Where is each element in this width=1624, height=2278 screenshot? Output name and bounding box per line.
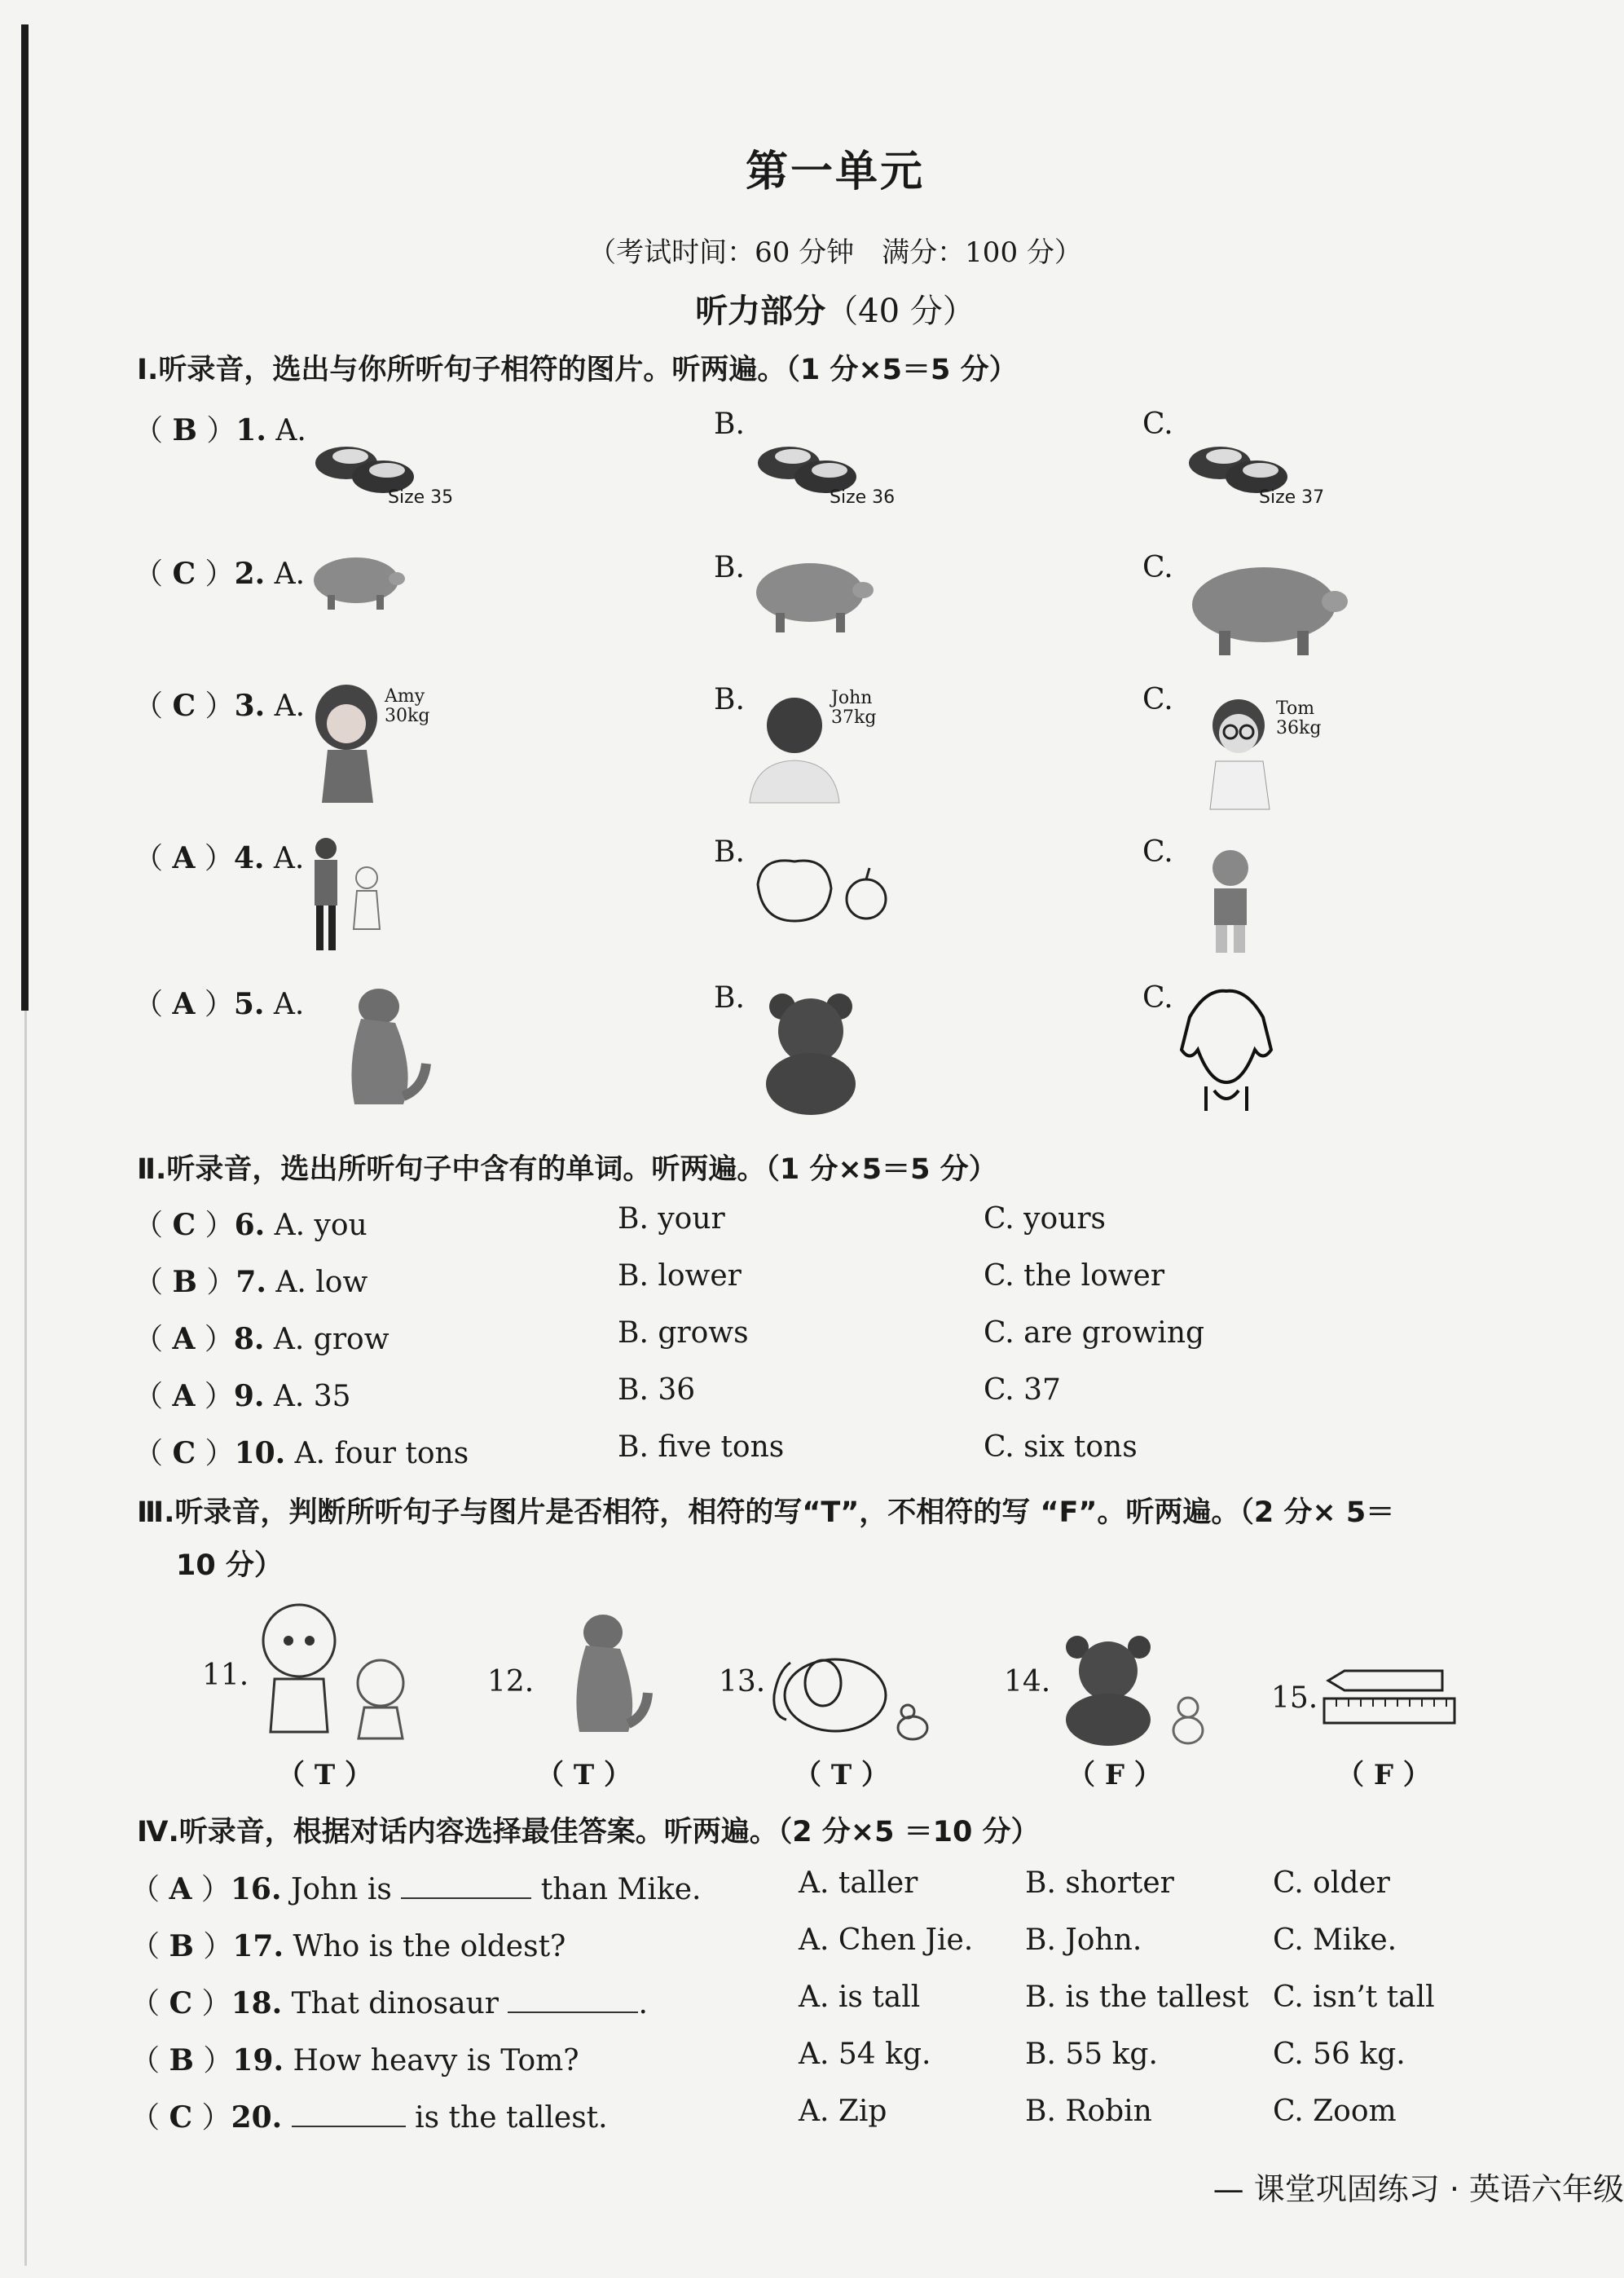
question-number: 20. [231, 2100, 283, 2135]
question-6: （ C ）6. A. you [134, 1208, 367, 1242]
option-a: A. low [275, 1266, 368, 1299]
shoe-size-label: Size 37 [1259, 487, 1325, 508]
answer: A [172, 1322, 196, 1356]
option-c-label: C. [1142, 683, 1173, 716]
option-a: A. is tall [799, 1981, 921, 2014]
answer: A [169, 1872, 192, 1906]
option-c: C. are growing [984, 1316, 1205, 1350]
answer: C [172, 1436, 196, 1470]
question-number: 1. [235, 413, 266, 447]
part-heading [0, 285, 1624, 332]
question-4: （ A ）4. A. [134, 841, 305, 875]
question-number: 4. [233, 841, 265, 875]
option-b: B. Robin [1025, 2095, 1152, 2128]
question-text: John is [290, 1873, 392, 1906]
dinosaur-image [322, 982, 428, 1121]
answer: A [172, 841, 196, 875]
question-number: 19. [232, 2043, 284, 2078]
option-c-label: C. [1142, 981, 1173, 1015]
question-3: （ C ）3. A. [134, 689, 306, 723]
option-c: C. isn’t tall [1273, 1981, 1435, 2014]
question-text: How heavy is Tom? [293, 2044, 579, 2078]
option-b-label: B. [714, 408, 745, 441]
answer: A [172, 987, 196, 1021]
question-16: （ A ）16. John is than Mike. [130, 1872, 702, 1906]
option-a: A. [275, 414, 306, 447]
option-a: A. four tons [294, 1437, 469, 1470]
question-number: 10. [234, 1436, 286, 1470]
option-b: B. 36 [618, 1373, 696, 1407]
option-c: C. six tons [984, 1430, 1138, 1464]
answer: C [172, 557, 196, 591]
option-c: C. 56 kg. [1273, 2038, 1406, 2071]
question-8: （ A ）8. A. grow [134, 1322, 389, 1356]
option-a: A. [274, 557, 306, 591]
question-1: （ B ）1. A. [134, 413, 306, 447]
option-a: A. 35 [273, 1380, 351, 1413]
answer: B [169, 2043, 194, 2078]
section1-heading: Ⅰ.听录音，选出与你所听句子相符的图片。听两遍。（1 分×5＝5 分） [137, 354, 1018, 386]
section3-heading: Ⅲ.听录音，判断所听句子与图片是否相符，相符的写“T”，不相符的写 “F”。听两遍。（2 分× 5＝ [137, 1496, 1395, 1529]
option-b: B. your [618, 1202, 725, 1236]
shoe-size-label: Size 36 [830, 487, 896, 508]
name-weight-label: John 37kg [831, 688, 877, 728]
answer-blank [508, 1987, 638, 2013]
name-weight-label: Tom 36kg [1276, 698, 1322, 738]
question-number: 9. [233, 1379, 265, 1413]
name-weight-label: Amy 30kg [385, 686, 430, 726]
option-b: B. grows [618, 1316, 749, 1350]
answer: C [172, 1208, 196, 1242]
section2-heading: Ⅱ.听录音，选出所听句子中含有的单词。听两遍。（1 分×5＝5 分） [137, 1153, 997, 1186]
item-13-answer: （ T ） [794, 1759, 889, 1791]
question-17: （ B ）17. Who is the oldest? [130, 1929, 566, 1963]
question-number: 17. [232, 1929, 284, 1963]
man-and-girl-image [303, 835, 393, 958]
pencil-and-ruler-image [1320, 1663, 1459, 1728]
option-b: B. lower [618, 1259, 742, 1293]
item-14-answer: （ F ） [1067, 1759, 1162, 1791]
elephant-and-mouse-image [766, 1638, 933, 1752]
option-c: C. 37 [984, 1373, 1061, 1407]
page-footer: — 课堂巩固练习 · 英语六年级 [1212, 2171, 1624, 2207]
option-a: A. taller [799, 1866, 918, 1900]
option-c: C. older [1273, 1866, 1390, 1900]
boy-tom-image [1198, 691, 1279, 809]
question-text: Who is the oldest? [293, 1930, 566, 1963]
question-number: 2. [234, 557, 266, 591]
item-13-number: 13. [719, 1665, 766, 1699]
question-number: 3. [234, 689, 266, 723]
pig-large-image [1178, 548, 1349, 662]
option-c: C. Mike. [1273, 1923, 1397, 1957]
answer: A [172, 1379, 196, 1413]
answer: B [172, 1265, 197, 1299]
boy-john-image [746, 689, 843, 803]
option-b: B. five tons [618, 1430, 785, 1464]
option-c-label: C. [1142, 835, 1173, 869]
teacher-and-girl-image [254, 1602, 417, 1744]
dinosaur-image [550, 1610, 648, 1744]
option-a: A. [273, 842, 305, 875]
answer: B [172, 413, 197, 447]
part-label: 听力部分 [695, 293, 826, 330]
binding-edge-light [24, 1011, 27, 2266]
question-number: 5. [233, 987, 265, 1021]
answer-blank [292, 2101, 406, 2127]
option-a: A. Chen Jie. [799, 1923, 974, 1957]
item-12-number: 12. [487, 1665, 535, 1699]
option-c: C. yours [984, 1202, 1107, 1236]
teddy-bear-image [754, 990, 868, 1113]
question-number: 8. [233, 1322, 265, 1356]
question-number: 18. [231, 1986, 283, 2020]
option-c-label: C. [1142, 408, 1173, 441]
question-18: （ C ）18. That dinosaur . [130, 1986, 648, 2020]
option-a: A. grow [273, 1323, 389, 1356]
answer-blank [401, 1873, 531, 1899]
option-b-label: B. [714, 981, 745, 1015]
pig-small-image [303, 548, 409, 613]
bear-and-chick-image [1059, 1634, 1210, 1748]
option-c: C. the lower [984, 1259, 1165, 1293]
option-b: B. John. [1025, 1923, 1142, 1957]
option-b-label: B. [714, 551, 745, 584]
option-b: B. 55 kg. [1025, 2038, 1158, 2071]
answer: C [169, 2100, 193, 2135]
question-19: （ B ）19. How heavy is Tom? [130, 2043, 579, 2078]
option-b: B. shorter [1025, 1866, 1174, 1900]
peach-and-apple-image [746, 852, 892, 929]
answer: C [169, 1986, 193, 2020]
option-a: A. [274, 690, 306, 723]
page-title: 第一单元 [745, 148, 925, 196]
question-text-end: . [638, 1987, 648, 2020]
question-2: （ C ）2. A. [134, 557, 306, 591]
question-number: 6. [234, 1208, 266, 1242]
question-text: That dinosaur [291, 1987, 499, 2020]
question-text-end: than Mike. [540, 1873, 702, 1906]
answer: C [172, 689, 196, 723]
puppy-image [1173, 985, 1279, 1115]
question-number: 7. [235, 1265, 266, 1299]
question-text-end: is the tallest. [415, 2101, 608, 2135]
option-b-label: B. [714, 683, 745, 716]
item-11-answer: （ T ） [277, 1759, 372, 1791]
section4-heading: Ⅳ.听录音，根据对话内容选择最佳答案。听两遍。（2 分×5 ＝10 分） [137, 1816, 1040, 1848]
question-9: （ A ）9. A. 35 [134, 1379, 351, 1413]
option-a: A. Zip [799, 2095, 887, 2128]
option-b: B. is the tallest [1025, 1981, 1249, 2014]
option-a: A. [273, 988, 305, 1021]
option-a: A. 54 kg. [799, 2038, 931, 2071]
small-boy-image [1198, 848, 1263, 958]
pig-medium-image [745, 548, 875, 637]
option-b-label: B. [714, 835, 745, 869]
question-7: （ B ）7. A. low [134, 1265, 368, 1299]
item-15-number: 15. [1271, 1681, 1318, 1715]
part-score: （40 分） [825, 293, 975, 330]
option-c-label: C. [1142, 551, 1173, 584]
question-number: 16. [230, 1872, 282, 1906]
question-20: （ C ）20. is the tallest. [130, 2100, 608, 2135]
option-c: C. Zoom [1273, 2095, 1397, 2128]
item-15-answer: （ F ） [1336, 1759, 1431, 1791]
item-12-answer: （ T ） [536, 1759, 632, 1791]
girl-amy-image [310, 685, 391, 803]
answer: B [169, 1929, 194, 1963]
exam-info: （考试时间：60 分钟 满分：100 分） [588, 236, 1082, 269]
option-a: A. you [274, 1209, 367, 1242]
question-5: （ A ）5. A. [134, 987, 305, 1021]
section3-heading-cont: 10 分） [176, 1549, 283, 1582]
shoe-size-label: Size 35 [388, 487, 454, 508]
question-10: （ C ）10. A. four tons [134, 1436, 469, 1470]
item-11-number: 11. [202, 1659, 249, 1692]
item-14-number: 14. [1004, 1665, 1051, 1699]
